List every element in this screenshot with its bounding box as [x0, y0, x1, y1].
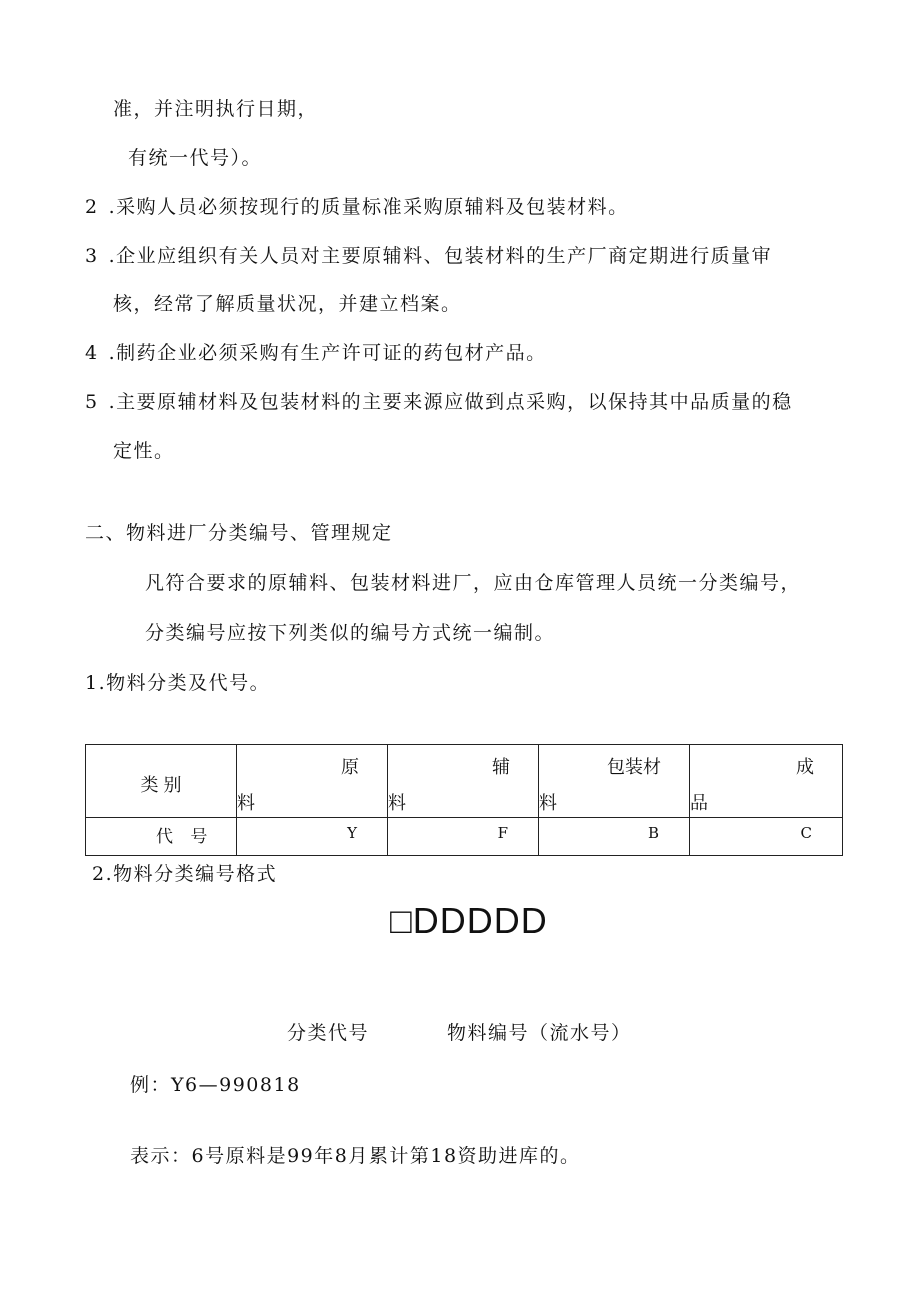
paragraph-line-2: 分类编号应按下列类似的编号方式统一编制。 [145, 622, 556, 644]
paragraph-line-1: 凡符合要求的原辅料、包装材料进厂，应由仓库管理人员统一分类编号， [145, 572, 802, 594]
list-text: .采购人员必须按现行的质量标准采购原辅料及包装材料。 [108, 196, 629, 218]
text-line-1: 准，并注明执行日期， [113, 98, 319, 120]
category-label: 类 别 [140, 775, 182, 795]
code-value: C [800, 824, 812, 842]
table-cell-header [86, 745, 237, 818]
text-line-2: 有统一代号）。 [128, 147, 263, 169]
section-heading: 二、物料进厂分类编号、管理规定 [85, 522, 393, 544]
code-value: Y [347, 824, 357, 842]
cell-top-text: 原 [341, 757, 359, 777]
list-item-4 [85, 341, 547, 365]
category-table [85, 744, 843, 856]
code-label: 代 号 [156, 827, 214, 847]
subheading-1: 1.物料分类及代号。 [85, 672, 271, 694]
code-value: F [497, 824, 508, 842]
example-line: 例：Y6—990818 [130, 1074, 301, 1096]
list-text: .企业应组织有关人员对主要原辅料、包装材料的生产厂商定期进行质量审 [108, 245, 773, 267]
list-item-5-cont: 定性。 [113, 440, 175, 462]
list-text: .制药企业必须采购有生产许可证的药包材产品。 [108, 342, 547, 364]
table-cell-code [388, 818, 539, 856]
list-item-2 [85, 195, 629, 219]
subheading-2: 2.物料分类编号格式 [92, 863, 278, 885]
table-cell-code [539, 818, 690, 856]
code-value: B [647, 824, 659, 842]
table-cell-aux [388, 745, 539, 818]
table-cell-product [690, 745, 843, 818]
cell-bottom-text: 品 [690, 793, 708, 813]
list-text: .主要原辅材料及包装材料的主要来源应做到点采购，以保持其中品质量的稳 [108, 391, 793, 413]
list-item-5 [85, 390, 793, 414]
list-item-3-cont: 核，经常了解质量状况，并建立档案。 [113, 293, 462, 315]
list-number: 5 [85, 391, 99, 413]
list-number: 2 [85, 196, 99, 218]
table-cell-code [690, 818, 843, 856]
table-row-code [86, 818, 843, 856]
table-cell-code-label [86, 818, 237, 856]
table-cell-code [237, 818, 388, 856]
format-label-category: 分类代号 [287, 1022, 370, 1044]
cell-bottom-text: 料 [237, 793, 255, 813]
cell-top-text: 成 [796, 757, 814, 777]
table-row-category [86, 745, 843, 818]
cell-top-text: 包装材 [607, 757, 661, 777]
list-item-3 [85, 244, 772, 268]
example-meaning: 表示：6号原料是99年8月累计第18资助进库的。 [130, 1145, 581, 1167]
cell-top-text: 辅 [492, 757, 510, 777]
list-number: 4 [85, 342, 99, 364]
cell-bottom-text: 料 [388, 793, 406, 813]
table-cell-packaging [539, 745, 690, 818]
list-number: 3 [85, 245, 99, 267]
table-cell-raw [237, 745, 388, 818]
cell-bottom-text: 料 [539, 793, 557, 813]
format-label-serial: 物料编号（流水号） [447, 1022, 632, 1044]
code-format: □DDDDD [390, 900, 548, 941]
